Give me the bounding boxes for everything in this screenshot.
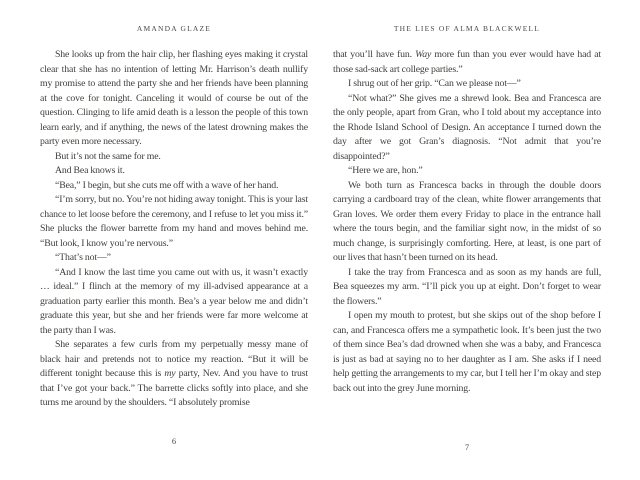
text-segment: I shrug out of her grip. “Can we please not—” (348, 78, 521, 89)
left-page (40, 24, 308, 470)
paragraph (40, 48, 308, 150)
paragraph (333, 309, 601, 396)
text-segment: “Bea,” I begin, but she cuts me off with a wave of her hand. (55, 179, 279, 191)
text-segment: But it’s not the same for me. (55, 150, 161, 162)
paragraph (333, 92, 601, 165)
paragraph (40, 266, 308, 339)
italic-text: my (164, 368, 176, 379)
text-segment: “Not what?” She gives me a shrewd look. Bea and Francesca are the only people, apart from Gran, who I told about my acceptance into the Rhode Island School of Design. An acceptance I turned down the day after we got Gran’s diagnosis. “Not admit that you’re disappointed?” (333, 92, 601, 162)
text-segment: “Here we are, hon.” (348, 165, 423, 176)
text-segment: She looks up from the hair clip, her flashing eyes making it crystal clear that she has no intention of letting Mr. Harrison’s death nullify my promise to attend the party she and her friends have been planning at the cove for tonight. Canceling it would of course be out of the question. Clinging to life amid death is a lesson the people of this town learn early, and if anything, the news of the latest drowning makes the party even more necessary. (40, 49, 308, 147)
paragraph (40, 251, 308, 266)
text-segment: She separates a few curls from my perpetually messy mane of black hair and pretends not to notice my reaction. “But it will be different tonight because this is (40, 339, 308, 379)
right-page (333, 24, 601, 470)
page-number-left: 6 (171, 436, 177, 446)
running-header-author: AMANDA GLAZE (136, 24, 212, 33)
text-segment: And Bea knows it. (55, 165, 125, 176)
text-segment: I take the tray from Francesca and as soon as my hands are full, Bea squeezes my arm. “I’ll pick you up at eight. Don’t forget to wear the flowers.” (333, 266, 601, 307)
paragraph (333, 266, 601, 310)
left-page-body (40, 48, 308, 411)
text-segment: “That’s not—” (55, 252, 111, 263)
paragraph (333, 179, 601, 266)
running-header-title: THE LIES OF ALMA BLACKWELL (393, 24, 541, 33)
text-segment: “And I know the last time you came out with us, it wasn’t exactly … ideal.” I flinch at the memory of my ill-advised appearance at a graduation party earlier this month. Bea’s a year below me and didn’t graduate this year, but she and her friends were far more welcome at the party than I was. (40, 266, 308, 336)
text-segment: that you’ll have fun. (333, 49, 416, 60)
paragraph (333, 48, 601, 77)
page-number-right: 7 (464, 442, 470, 452)
paragraph (333, 77, 601, 92)
text-segment: “I’m sorry, but no. You’re not hiding away tonight. This is your last chance to let loose before the ceremony, and I refuse to let you miss it.” She plucks the flower barrette from my hand and moves behind me. “But look, I know you’re nervous.” (40, 194, 308, 249)
italic-text: Way (415, 49, 432, 60)
right-page-body (333, 48, 601, 396)
text-segment: We both turn as Francesca backs in through the double doors carrying a cardboard tray of the clean, white flower arrangements that Gran loves. We order them every Friday to place in the entrance hall where the tours begin, and the familiar sight now, in the midst of so much change, is surprisingly comforting. Here, at least, is one part of our lives that hasn’t been turned on its head. (333, 179, 601, 263)
paragraph (40, 193, 308, 251)
paragraph (40, 338, 308, 411)
paragraph (40, 150, 308, 165)
text-segment: more fun than you ever would have had at those sad-sack art college parties.” (333, 49, 601, 75)
text-segment: I open my mouth to protest, but she skips out of the shop before I can, and Francesca offers me a sympathetic look. It’s been just the two of them since Bea’s dad drowned when she was a baby, and Francesca is just as bad at saying no to her daughter as I am. She asks if I need help getting the arrangements to my car, but I tell her I’m okay and step back out into the grey June morning. (333, 310, 601, 394)
paragraph (333, 164, 601, 179)
text-segment: party, Nev. And you have to trust that I’ve got your back.” The barrette clicks softly into place, and she turns me around by the shoulders. “I absolutely promise (40, 368, 308, 408)
paragraph (40, 179, 308, 194)
paragraph (40, 164, 308, 179)
